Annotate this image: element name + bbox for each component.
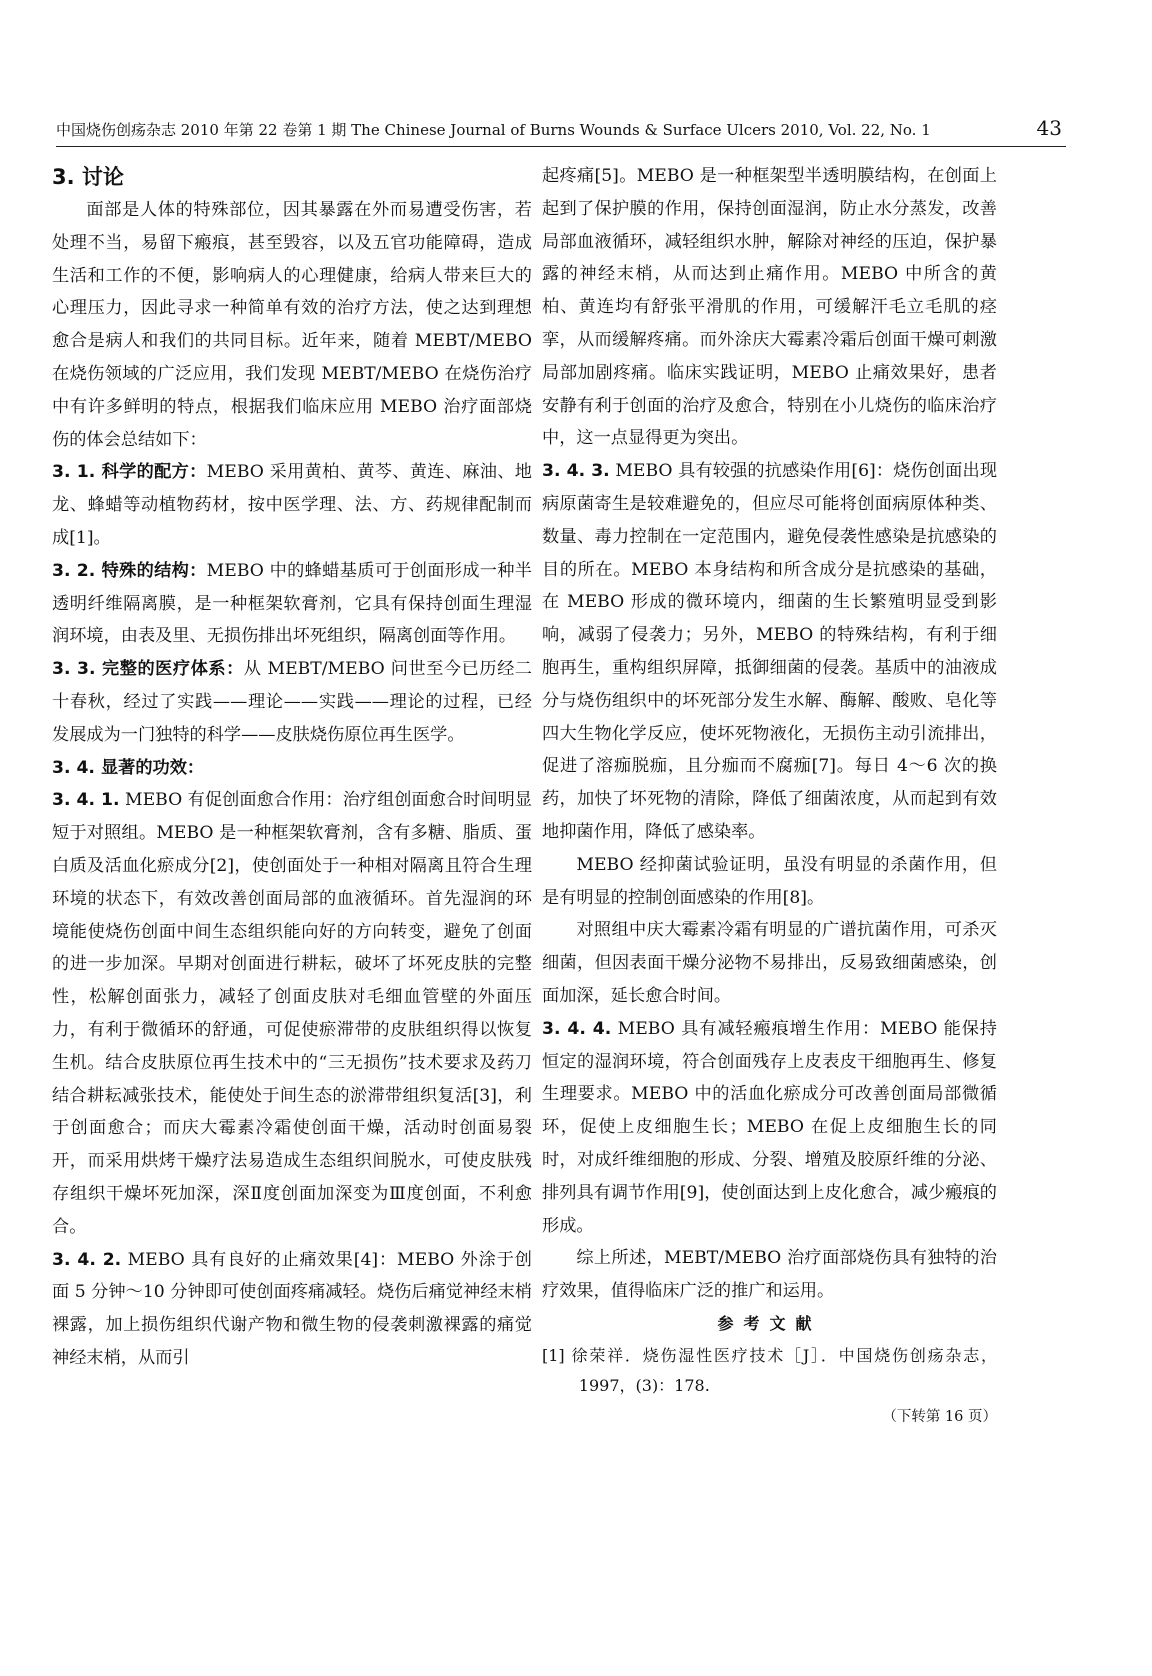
section-3-3-label: 3. 3. 完整的医疗体系： xyxy=(52,659,244,680)
section-3-2-label: 3. 2. 特殊的结构： xyxy=(52,560,207,581)
section-3-4-1 xyxy=(52,784,532,1243)
section-3-3-text: 从 MEBT/MEBO 问世至今已历经二十春秋，经过了实践——理论——实践——理论的过程，已经发展成为一门独特的科学——皮肤烧伤原位再生医学。 xyxy=(52,659,532,745)
journal-line: 中国烧伤创疡杂志 2010 年第 22 卷第 1 期 The Chinese Journal of Burns Wounds & Surface Ulcers 2010, Vol. 22, No. 1 xyxy=(56,121,931,139)
section-3-4-4-text: MEBO 具有减轻瘢痕增生作用：MEBO 能保持恒定的湿润环境，符合创面残存上皮表皮干细胞再生、修复生理要求。MEBO 中的活血化瘀成分可改善创面局部微循环，促使上皮细胞生长；MEBO 在促上皮细胞生长的同时，对成纤维细胞的形成、分裂、增殖及胶原纤维的分泌、排列具有调节作用[9]，使创面达到上皮化愈合，减少瘢痕的形成。 xyxy=(542,1018,997,1236)
intro-paragraph: 面部是人体的特殊部位，因其暴露在外而易遭受伤害，若处理不当，易留下瘢痕，甚至毁容，以及五官功能障碍，造成生活和工作的不便，影响病人的心理健康，给病人带来巨大的心理压力，因此寻求一种简单有效的治疗方法，使之达到理想愈合是病人和我们的共同目标。近年来，随着 MEBT/MEBO 在烧伤领域的广泛应用，我们发现 MEBT/MEBO 在烧伤治疗中有许多鲜明的特点，根据我们临床应用 MEBO 治疗面部烧伤的体会总结如下： xyxy=(52,200,532,450)
section-3-4-3 xyxy=(542,455,997,849)
section-3-4-3-text: MEBO 具有较强的抗感染作用[6]：烧伤创面出现病原菌寄生是较难避免的，但应尽可能将创面病原体种类、数量、毒力控制在一定范围内，避免侵袭性感染是抗感染的目的所在。MEBO 本身结构和所含成分是抗感染的基础，在 MEBO 形成的微环境内，细菌的生长繁殖明显受到影响，减弱了侵袭力；另外，MEBO 的特殊结构，有利于细胞再生，重构组织屏障，抵御细菌的侵袭。基质中的油液成分与烧伤组织中的坏死部分发生水解、酶解、酸败、皂化等四大生物化学反应，使坏死物液化，无损伤主动引流排出，促进了溶痂脱痂，且分痂而不腐痂[7]。每日 4～6 次的换药，加快了坏死物的清除，降低了细菌浓度，从而起到有效地抑菌作用，降低了感染率。 xyxy=(542,461,998,842)
section-title-discussion: 3. 讨论 xyxy=(52,165,124,189)
section-3-4-4 xyxy=(542,1013,997,1243)
section-3-1-text: MEBO 采用黄柏、黄芩、黄连、麻油、地龙、蜂蜡等动植物药材，按中医学理、法、方、药规律配制而成[1]。 xyxy=(52,462,532,548)
running-header xyxy=(56,116,1066,147)
left-column xyxy=(52,160,532,1375)
section-3-4-1-text: MEBO 有促创面愈合作用：治疗组创面愈合时间明显短于对照组。MEBO 是一种框架软膏剂，含有多糖、脂质、蛋白质及活血化瘀成分[2]，使创面处于一种相对隔离且符合生理环境的状态下，有效改善创面局部的血液循环。首先湿润的环境能使烧伤创面中间生态组织能向好的方向转变，避免了创面的进一步加深。早期对创面进行耕耘，破坏了坏死皮肤的完整性，松解创面张力，减轻了创面皮肤对毛细血管壁的外面压力，有利于微循环的舒通，可促使瘀滞带的皮肤组织得以恢复生机。结合皮肤原位再生技术中的“三无损伤”技术要求及药刀结合耕耘减张技术，能使处于间生态的淤滞带组织复活[3]，利于创面愈合；而庆大霉素冷霜使创面干燥，活动时创面易裂开，而采用烘烤干燥疗法易造成生态组织间脱水，可使皮肤残存组织干燥坏死加深，深Ⅱ度创面加深变为Ⅲ度创面，不利愈合。 xyxy=(52,790,532,1237)
pain-continuation-paragraph: 起疼痛[5]。MEBO 是一种框架型半透明膜结构，在创面上起到了保护膜的作用，保持创面湿润，防止水分蒸发，改善局部血液循环，减轻组织水肿，解除对神经的压迫，保护暴露的神经末梢，从而达到止痛作用。MEBO 中所含的黄柏、黄连均有舒张平滑肌的作用，可缓解汗毛立毛肌的痉挛，从而缓解疼痛。而外涂庆大霉素冷霜后创面干燥可刺激局部加剧疼痛。临床实践证明，MEBO 止痛效果好，患者安静有利于创面的治疗及愈合，特别在小儿烧伤的临床治疗中，这一点显得更为突出。 xyxy=(542,166,997,449)
section-3-4-2 xyxy=(52,1244,532,1375)
section-3-1 xyxy=(52,456,532,554)
section-3-4-label: 3. 4. 显著的功效： xyxy=(52,757,205,778)
section-3-4-4-label: 3. 4. 4. xyxy=(542,1018,612,1039)
section-3-3 xyxy=(52,653,532,751)
control-group-paragraph: 对照组中庆大霉素冷霜有明显的广谱抗菌作用，可杀灭细菌，但因表面干燥分泌物不易排出，反易致细菌感染，创面加深，延长愈合时间。 xyxy=(542,920,997,1006)
references-title: 参考文献 xyxy=(717,1313,822,1333)
section-3-4-2-label: 3. 4. 2. xyxy=(52,1249,122,1270)
section-3-2-text: MEBO 中的蜂蜡基质可于创面形成一种半透明纤维隔离膜，是一种框架软膏剂，它具有保持创面生理湿润环境，由表及里、无损伤排出坏死组织，隔离创面等作用。 xyxy=(52,560,532,647)
antibacterial-paragraph: MEBO 经抑菌试验证明，虽没有明显的杀菌作用，但是有明显的控制创面感染的作用[8]。 xyxy=(542,854,997,908)
continued-note: （下转第 16 页） xyxy=(882,1408,997,1425)
section-3-1-label: 3. 1. 科学的配方： xyxy=(52,462,207,483)
page-number: 43 xyxy=(1036,116,1062,140)
reference-item: [1] 徐荣祥．烧伤湿性医疗技术［J］．中国烧伤创疡杂志，1997，(3)：178. xyxy=(542,1345,997,1395)
section-3-4-3-label: 3. 4. 3. xyxy=(542,461,610,482)
section-3-2 xyxy=(52,555,532,653)
section-3-4-1-label: 3. 4. 1. xyxy=(52,790,120,811)
summary-paragraph: 综上所述，MEBT/MEBO 治疗面部烧伤具有独特的治疗效果，值得临床广泛的推广和运用。 xyxy=(542,1248,997,1302)
right-column xyxy=(542,160,997,1433)
section-3-4-2-text: MEBO 具有良好的止痛效果[4]：MEBO 外涂于创面 5 分钟～10 分钟即可使创面疼痛减轻。烧伤后痛觉神经末梢裸露，加上损伤组织代谢产物和微生物的侵袭刺激裸露的痛觉神经末梢，从而引 xyxy=(52,1249,532,1368)
